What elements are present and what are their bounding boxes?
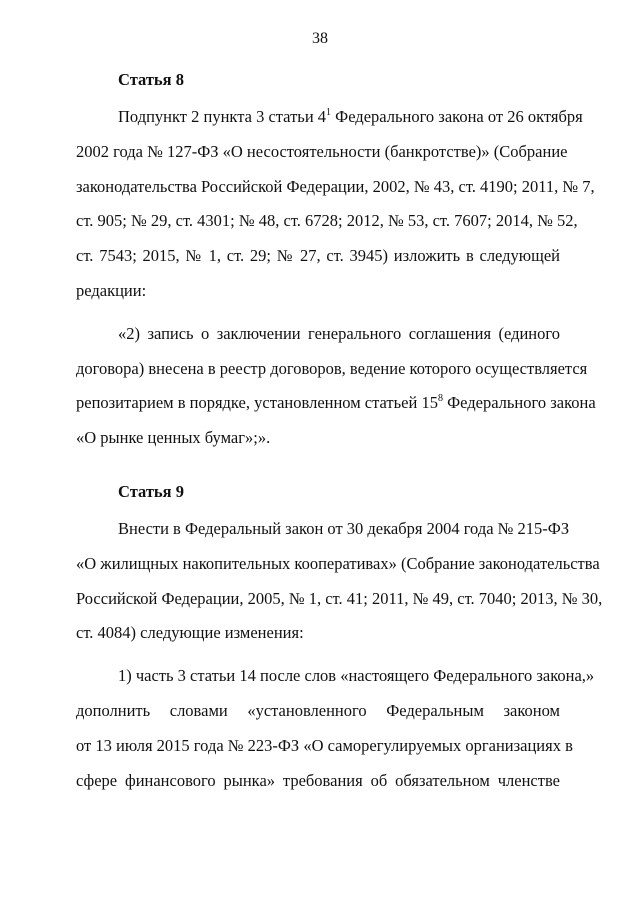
text-line: 2002 года № 127-ФЗ «О несостоятельности (банкротстве)» (Собрание [76, 141, 568, 161]
text-line: «О жилищных накопительных кооперативах» (Собрание законодательства [76, 553, 600, 573]
text-line: законодательства Российской Федерации, 2002, № 43, ст. 4190; 2011, № 7, [76, 176, 595, 196]
text-line: Российской Федерации, 2005, № 1, ст. 41; 2011, № 49, ст. 7040; 2013, № 30, [76, 588, 603, 608]
text-line: репозитарием в порядке, установленном статьей $15^8$ Федерального закона [76, 392, 596, 413]
page-number: 38 [312, 30, 328, 47]
article-8-paragraph-2 [76, 317, 596, 456]
superscript: 8 [437, 392, 443, 404]
text-line: договора) внесена в реестр договоров, ведение которого осуществляется [76, 358, 588, 378]
text-line: «2) запись о заключении генерального соглашения (единого [118, 323, 560, 343]
article-9-paragraph-2 [76, 659, 595, 798]
text-line: Внести в Федеральный закон от 30 декабря 2004 года № 215-ФЗ [118, 518, 570, 538]
text-line: ст. 905; № 29, ст. 4301; № 48, ст. 6728; 2012, № 53, ст. 7607; 2014, № 52, [76, 211, 578, 231]
article-8-paragraph-1 [76, 100, 595, 309]
text-line: ст. 7543; 2015, № 1, ст. 29; № 27, ст. 3945) изложить в следующей [76, 246, 560, 266]
text-line: Подпункт 2 пункта 3 статьи $4^1$ Федерального закона от 26 октября [118, 106, 583, 126]
article-8-heading: Статья 8 [118, 70, 184, 89]
article-9-paragraph-1 [76, 512, 603, 651]
superscript: 1 [326, 106, 332, 118]
text-line: сфере финансового рынка» требования об обязательном членстве [76, 770, 560, 790]
text-line: 1) часть 3 статьи 14 после слов «настоящего Федерального закона,» [118, 666, 595, 686]
text-line: ст. 4084) следующие изменения: [76, 623, 304, 643]
text-line: от 13 июля 2015 года № 223-ФЗ «О саморегулируемых организациях в [76, 735, 573, 755]
document-body [76, 70, 603, 798]
text-line: «О рынке ценных бумаг»;». [76, 428, 271, 448]
article-9-heading: Статья 9 [118, 481, 184, 501]
text-line: дополнить словами «установленного Федеральным законом [76, 700, 560, 720]
text-line: редакции: [76, 280, 147, 300]
